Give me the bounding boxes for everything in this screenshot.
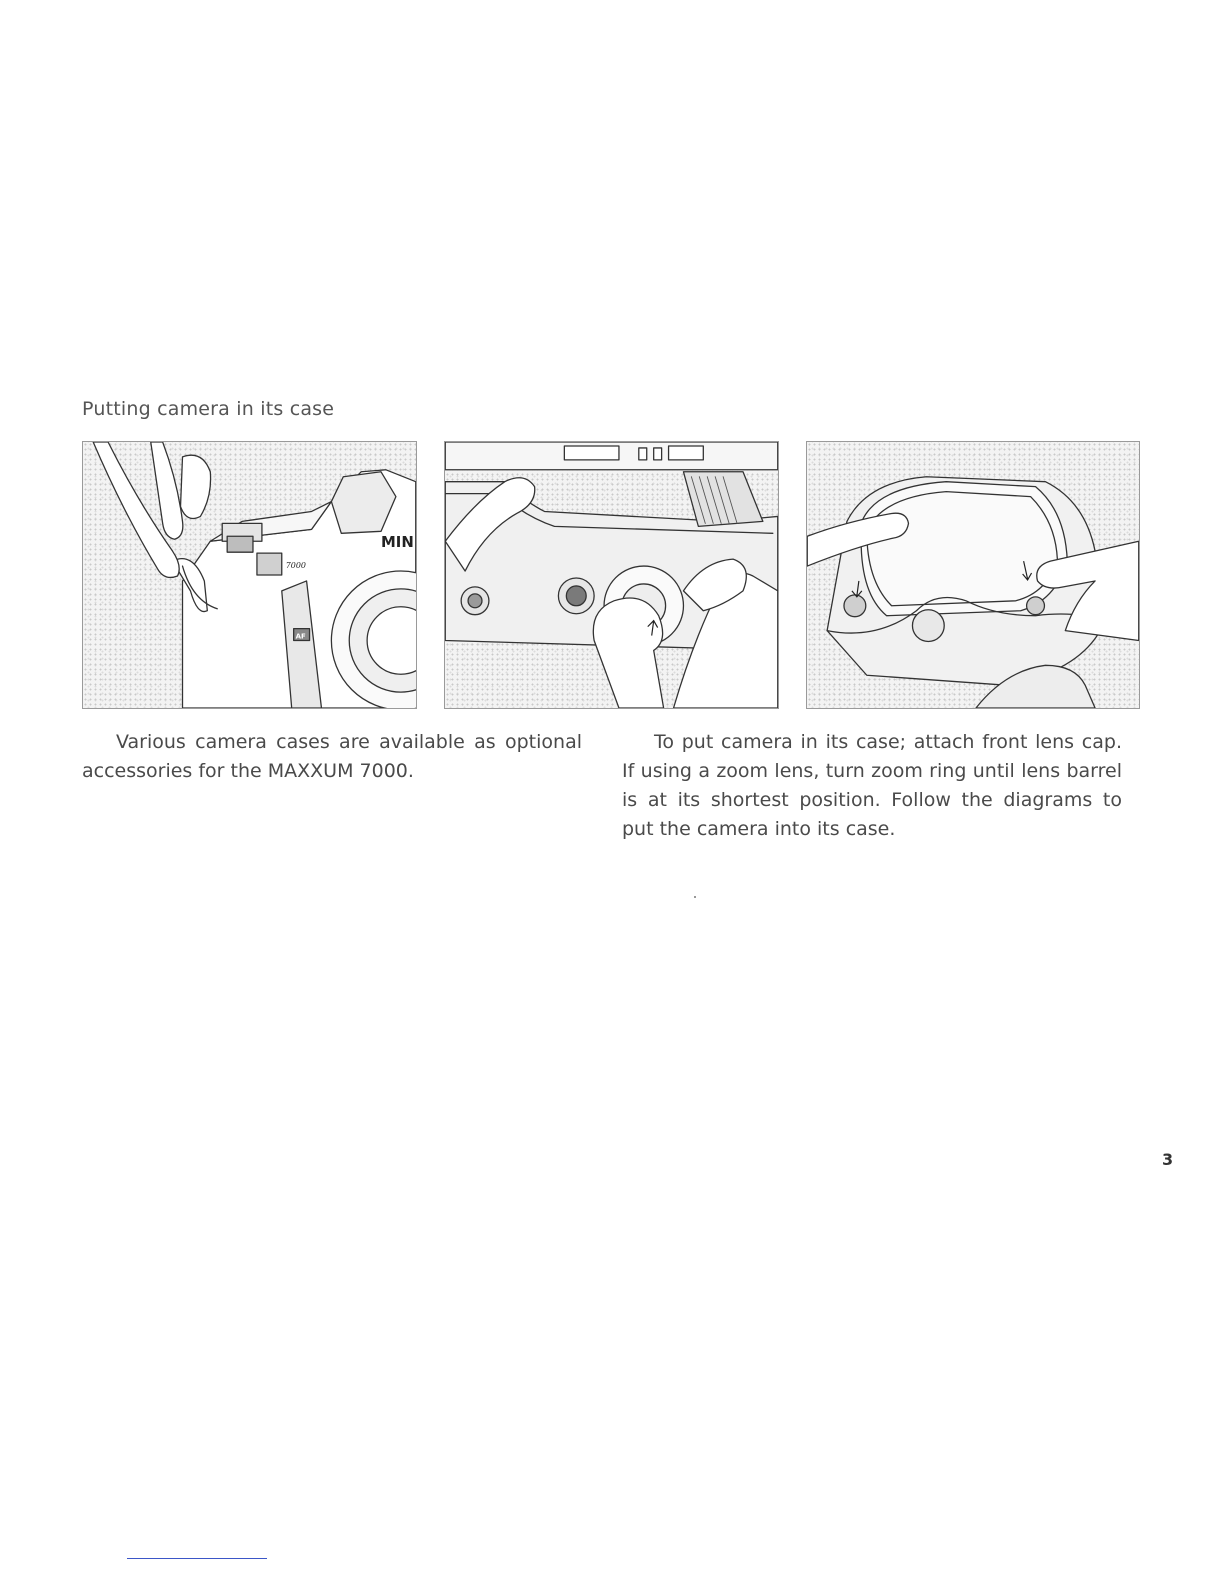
figure-close-case bbox=[806, 441, 1140, 709]
paragraph-accessories: Various camera cases are available as optional accessories for the MAXXUM 7000. bbox=[82, 731, 582, 782]
camera-model-text: 7000 bbox=[285, 561, 306, 571]
paragraph-instructions: To put camera in its case; attach front lens cap. If using a zoom lens, turn zoom ring until lens barrel is at its shortest position. Follow the diagrams to put the camera into its case. bbox=[622, 731, 1122, 840]
figure-attach-strap bbox=[82, 441, 417, 709]
footer-rule bbox=[127, 1558, 267, 1559]
lens-cap-illustration bbox=[445, 442, 778, 708]
figure-lens-cap bbox=[444, 441, 779, 709]
page-number: 3 bbox=[1162, 1150, 1174, 1169]
camera-brand-text: MIN bbox=[381, 533, 414, 552]
camera-af-text: AF bbox=[295, 632, 306, 641]
section-title: Putting camera in its case bbox=[82, 398, 335, 420]
camera-case-attach-illustration bbox=[83, 442, 416, 708]
scan-speck bbox=[694, 896, 696, 898]
case-closing-illustration bbox=[807, 442, 1139, 708]
